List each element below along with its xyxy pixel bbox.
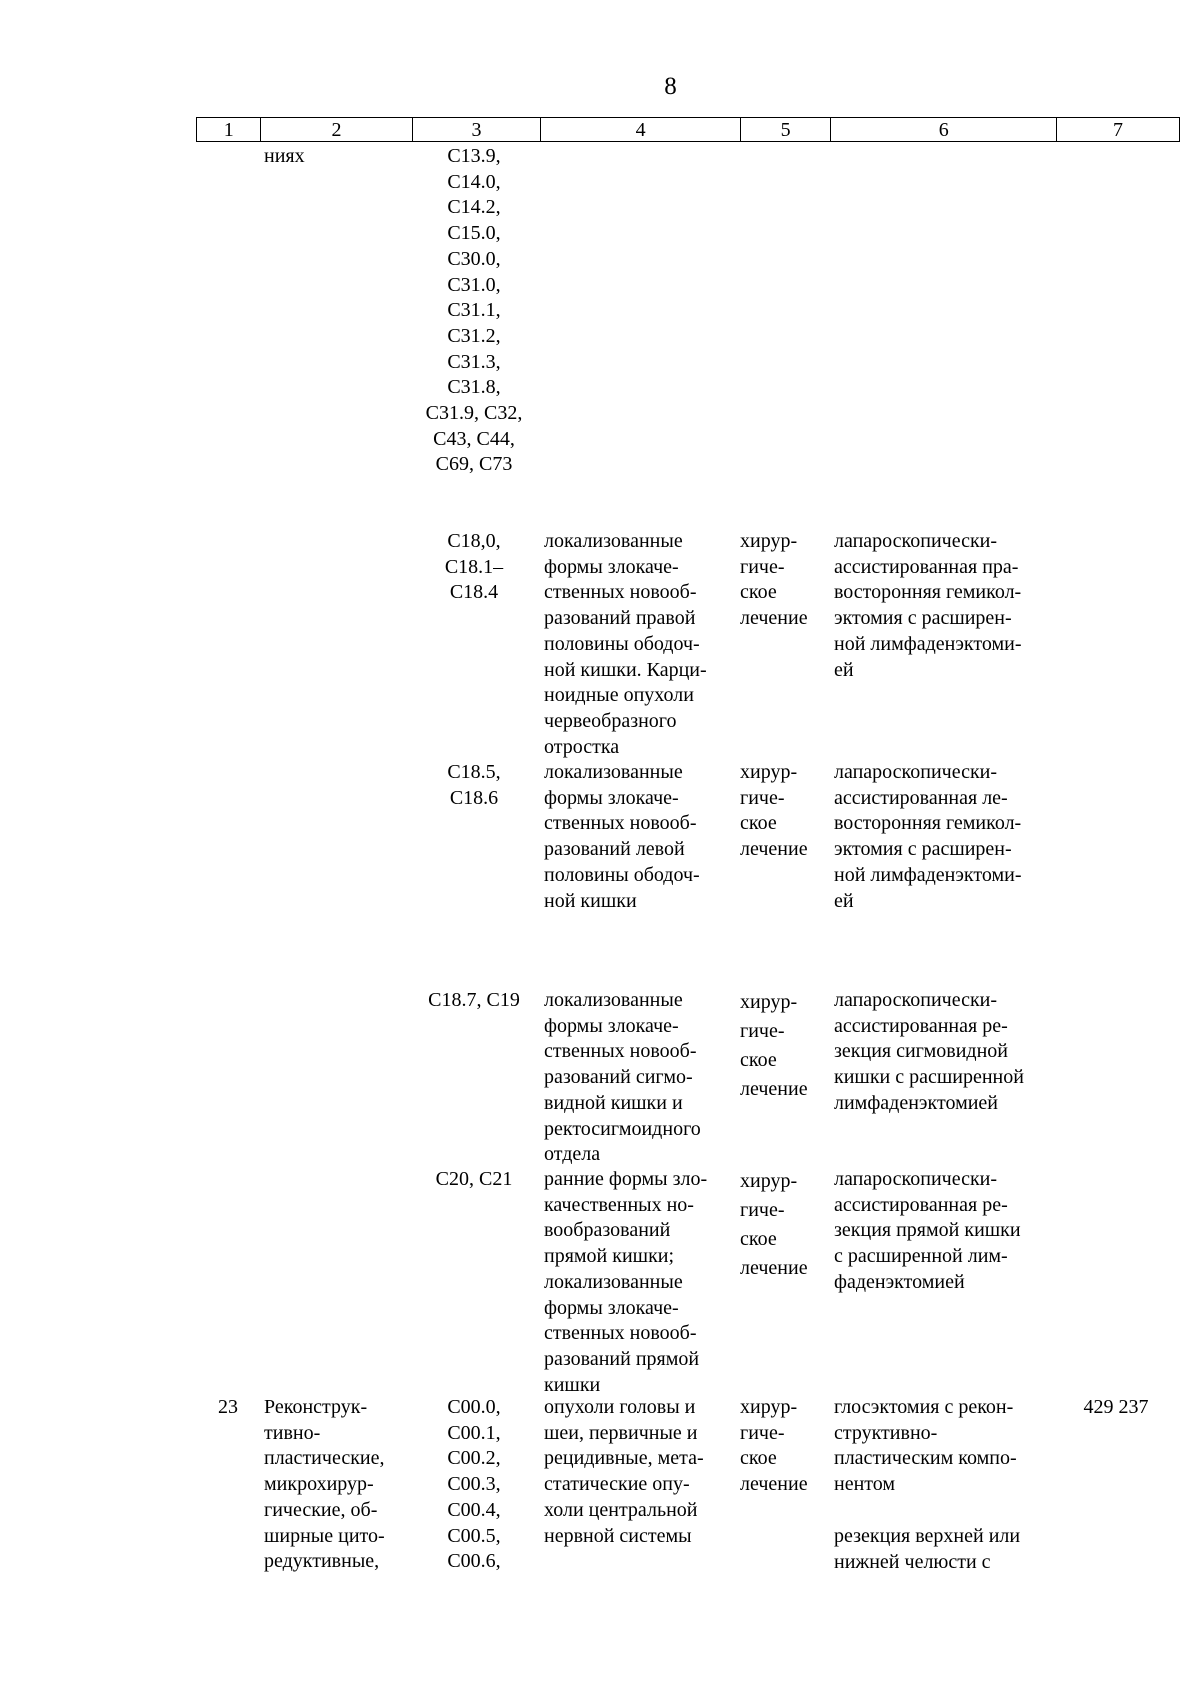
column-header-4: 4: [541, 118, 740, 142]
row-4-icd-codes: C20, C21: [435, 1168, 513, 1190]
row-1-icd-codes: C18,0, C18.1– C18.4: [444, 530, 504, 604]
column-header-table: [196, 117, 1180, 142]
row-23-group-name: Реконструк- тивно- пластические, микрохирур- гические, об- ширные цито- редуктивные,: [264, 1396, 385, 1573]
column-header-6: 6: [831, 118, 1057, 142]
column-header-row: [197, 118, 1180, 142]
row-23-treatment-method-2: резекция верхней или нижней челюсти с: [834, 1525, 1021, 1573]
row-4-patient-model: ранние формы зло- качественных но- вообразований прямой кишки; локализованные формы злокаче- ственных новооб- разований прямой кишки: [544, 1168, 708, 1396]
page-number: 8: [664, 73, 677, 100]
continuation-icd-codes: C13.9, C14.0, C14.2, C15.0, C30.0, C31.0, C31.1, C31.2, C31.3, C31.8, C31.9, C32, C43, C44, C69, C73: [425, 145, 523, 476]
row-23-patient-model: опухоли головы и шеи, первичные и рецидивные, мета- статические опу- холи центральной нервной системы: [544, 1396, 704, 1547]
row-1-treatment-type: хирур- гиче- ское лечение: [740, 530, 808, 630]
row-4-treatment-method: лапароскопически- ассистированная ре- зекция прямой кишки с расширенной лим- фаденэктомией: [834, 1168, 1021, 1293]
row-23-icd-codes: C00.0, C00.1, C00.2, C00.3, C00.4, C00.5, C00.6,: [447, 1396, 501, 1573]
row-3-treatment-type: хирур- гиче- ское лечение: [740, 991, 808, 1100]
row-23-treatment-type: хирур- гиче- ское лечение: [740, 1396, 808, 1496]
row-23-cost: 429 237: [1083, 1396, 1149, 1418]
continuation-group-name: ниях: [264, 145, 305, 167]
column-header-2: 2: [261, 118, 412, 142]
row-23-number: 23: [218, 1396, 238, 1418]
column-header-5: 5: [740, 118, 831, 142]
row-2-patient-model: локализованные формы злокаче- ственных новооб- разований левой половины ободоч- ной кишки: [544, 761, 700, 912]
row-4-treatment-type: хирур- гиче- ское лечение: [740, 1170, 808, 1279]
column-header-7: 7: [1057, 118, 1180, 142]
row-23-treatment-method-1: глосэктомия с рекон- структивно- пластическим компо- нентом: [834, 1396, 1017, 1496]
row-2-icd-codes: C18.5, C18.6: [447, 761, 501, 809]
column-header-1: 1: [197, 118, 261, 142]
column-header-3: 3: [412, 118, 541, 142]
row-3-icd-codes: C18.7, C19: [428, 989, 520, 1011]
row-1-patient-model: локализованные формы злокаче- ственных новооб- разований правой половины ободоч- ной кишки. Карци- ноидные опухоли червеобразного отростка: [544, 530, 707, 758]
row-2-treatment-type: хирур- гиче- ское лечение: [740, 761, 808, 861]
row-2-treatment-method: лапароскопически- ассистированная ле- восторонняя гемикол- эктомия с расширен- ной лимфаденэктоми- ей: [834, 761, 1022, 912]
row-1-treatment-method: лапароскопически- ассистированная пра- восторонняя гемикол- эктомия с расширен- ной лимфаденэктоми- ей: [834, 530, 1022, 681]
row-3-treatment-method: лапароскопически- ассистированная ре- зекция сигмовидной кишки с расширенной лимфаденэктомией: [834, 989, 1024, 1114]
row-3-patient-model: локализованные формы злокаче- ственных новооб- разований сигмо- видной кишки и ректосигмоидного отдела: [544, 989, 701, 1166]
